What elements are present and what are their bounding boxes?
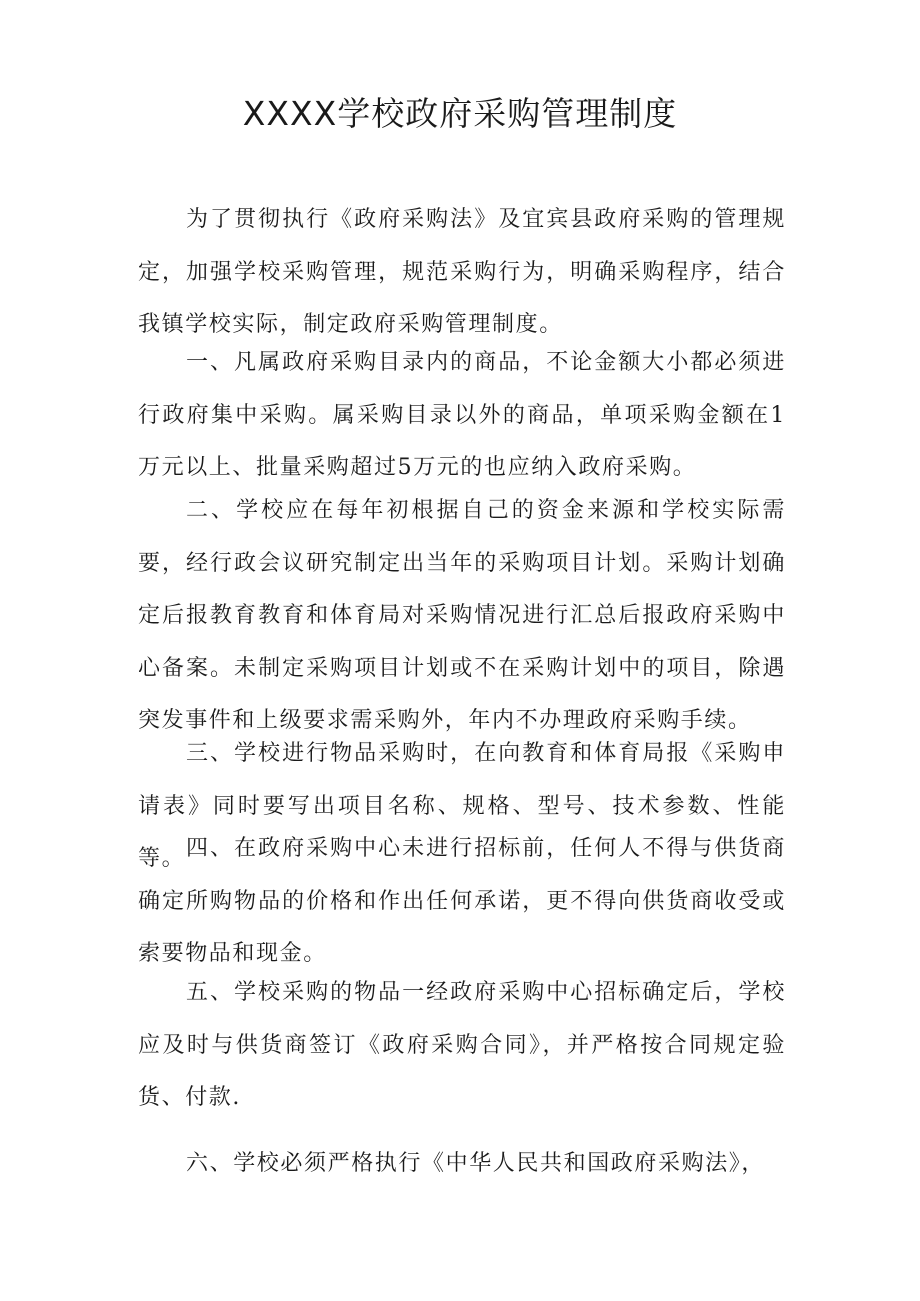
document-title: XXXX学校政府采购管理制度 (242, 94, 678, 133)
paragraph-clause-6: 六、学校必须严格执行《中华人民共和国政府采购法》， (186, 1151, 766, 1176)
paragraph-preamble: 为了贯彻执行《政府采购法》及宜宾县政府采购的管理规定，加强学校采购管理，规范采购行为，明确采购程序，结合我镇学校实际，制定政府采购管理制度。 (138, 207, 786, 337)
paragraph-clause-1: 一、凡属政府采购目录内的商品，不论金额大小都必须进行政府集中采购。属采购目录以外的商品，单项采购金额在1万元以上、批量采购超过5万元的也应纳入政府采购。 (138, 350, 786, 480)
paragraph-clause-5: 五、学校采购的物品一经政府采购中心招标确定后，学校应及时与供货商签订《政府采购合同》，并严格按合同规定验货、付款. (138, 980, 786, 1110)
paragraph-clause-4: 四、在政府采购中心未进行招标前，任何人不得与供货商确定所购物品的价格和作出任何承诺，更不得向供货商收受或索要物品和现金。 (138, 836, 786, 966)
paragraph-clause-3: 三、学校进行物品采购时，在向教育和体育局报《采购申请表》同时要写出项目名称、规格、型号、技术参数、性能等。 (138, 741, 786, 871)
paragraph-clause-2: 二、学校应在每年初根据自己的资金来源和学校实际需要，经行政会议研究制定出当年的采购项目计划。采购计划确定后报教育教育和体育局对采购情况进行汇总后报政府采购中心备案。未制定采购项目计划或不在采购计划中的项目，除遇突发事件和上级要求需采购外，年内不办理政府采购手续。 (138, 498, 786, 733)
